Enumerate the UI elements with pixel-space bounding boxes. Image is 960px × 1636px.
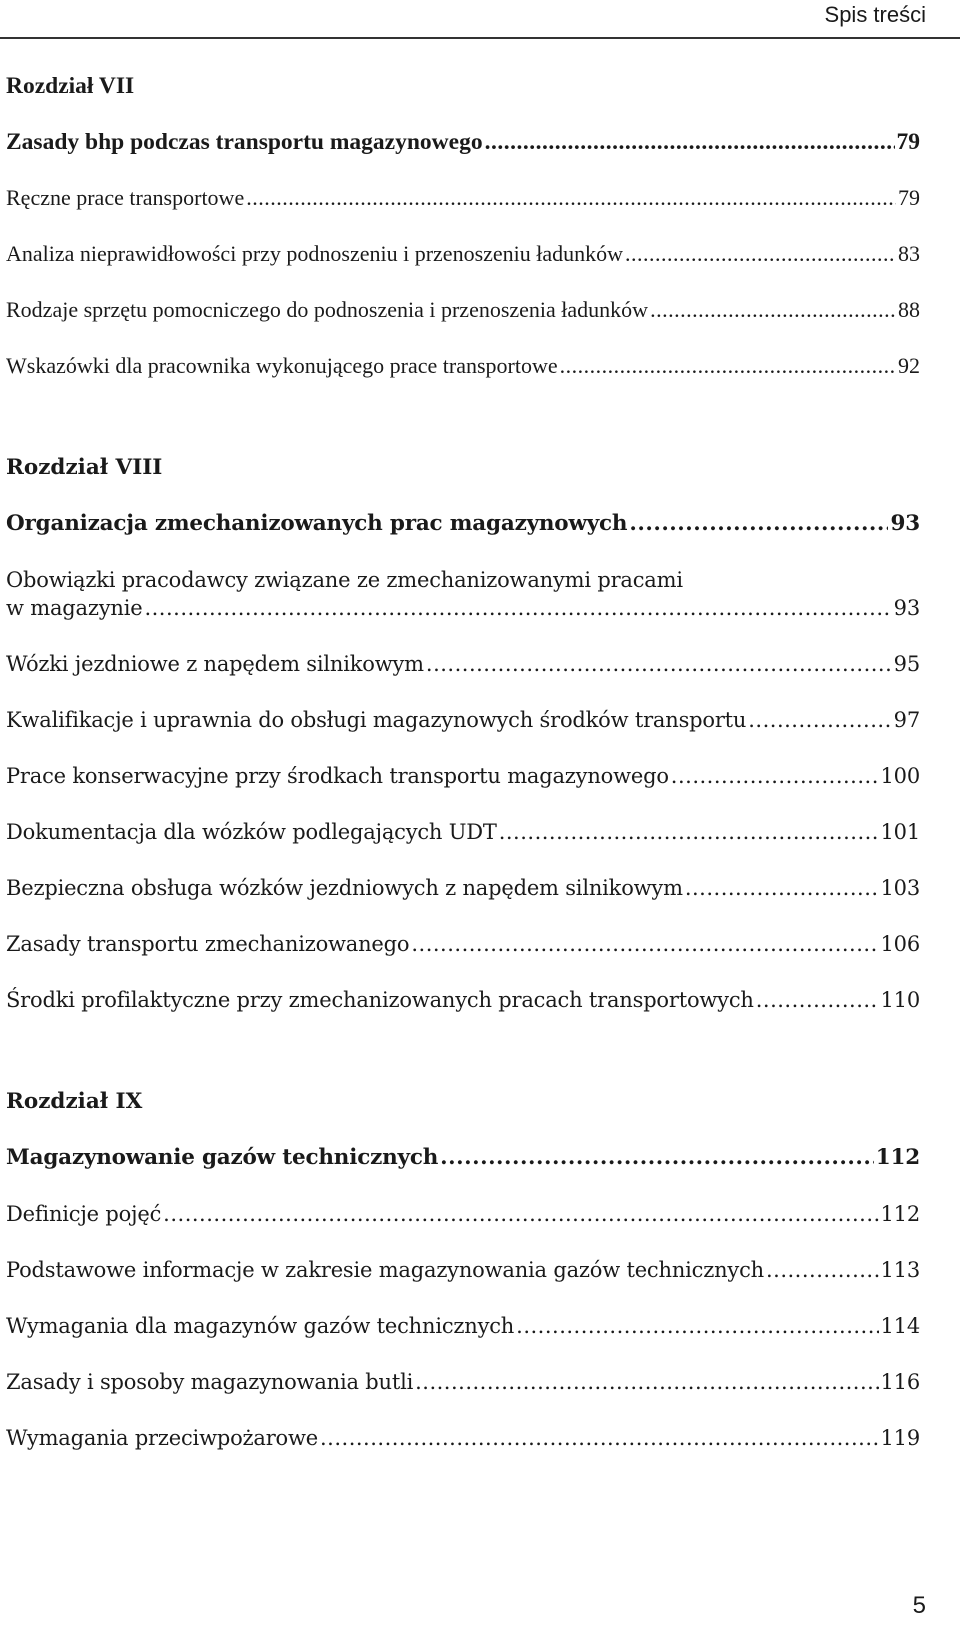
leader-dots (756, 986, 879, 1014)
leader-dots (748, 706, 891, 734)
entry-page: 88 (898, 297, 920, 322)
leader-dots (320, 1424, 879, 1452)
entry-page: 116 (880, 1370, 920, 1394)
entry-page: 93 (890, 511, 920, 536)
leader-dots (246, 184, 896, 212)
entry-text: Ręczne prace transportowe (6, 185, 245, 210)
entry-text: Definicje pojęć (6, 1202, 162, 1226)
toc-entry[interactable] (6, 986, 920, 1014)
toc-entry[interactable] (6, 874, 920, 902)
entry-text: Analiza nieprawidłowości przy podnoszeniu i przenoszeniu ładunków (6, 241, 624, 266)
leader-dots (560, 352, 896, 380)
header-rule (0, 37, 960, 39)
entry-page: 106 (880, 932, 920, 956)
leader-dots (685, 874, 879, 902)
chapter-label: Rozdział VII (6, 73, 135, 99)
entry-page: 93 (893, 596, 920, 620)
entry-page: 119 (880, 1426, 920, 1450)
toc-entry[interactable] (6, 762, 920, 790)
leader-dots (650, 296, 896, 324)
entry-text: Rodzaje sprzętu pomocniczego do podnoszenia i przenoszenia ładunków (6, 297, 649, 322)
toc-entry[interactable] (6, 566, 920, 622)
toc-entry[interactable] (6, 1424, 920, 1452)
entry-page: 113 (880, 1258, 920, 1282)
chapter-title-entry[interactable] (6, 128, 920, 156)
entry-page: 114 (880, 1314, 920, 1338)
entry-page: 83 (898, 241, 920, 266)
page-header (0, 0, 960, 40)
toc-entry[interactable] (6, 1256, 920, 1284)
toc-entry[interactable] (6, 296, 920, 324)
entry-text: Wózki jezdniowe z napędem silnikowym (6, 652, 424, 676)
entry-text: Kwalifikacje i uprawnia do obsługi magazynowych środków transportu (6, 708, 747, 732)
leader-dots (485, 128, 895, 156)
chapter-title-entry[interactable] (6, 510, 920, 538)
entry-line-2 (6, 594, 920, 622)
entry-text-continued: w magazynie (6, 596, 143, 620)
entry-page: 97 (893, 708, 920, 732)
chapter-7 (6, 40, 920, 380)
entry-text: Zasady i sposoby magazynowania butli (6, 1370, 414, 1394)
leader-dots (671, 762, 879, 790)
toc-entry[interactable] (6, 352, 920, 380)
toc-entry[interactable] (6, 240, 920, 268)
chapter-9 (6, 1056, 920, 1452)
entry-text: Wymagania przeciwpożarowe (6, 1426, 318, 1450)
header-title: Spis treści (824, 2, 926, 27)
leader-dots (440, 1144, 874, 1172)
chapter-title-entry[interactable] (6, 1144, 920, 1172)
entry-text: Dokumentacja dla wózków podlegających UDT (6, 820, 497, 844)
toc-entry[interactable] (6, 184, 920, 212)
toc-entry[interactable] (6, 650, 920, 678)
entry-text: Wymagania dla magazynów gazów technicznych (6, 1314, 515, 1338)
entry-text: Wskazówki dla pracownika wykonującego prace transportowe (6, 353, 558, 378)
toc-entry[interactable] (6, 1368, 920, 1396)
leader-dots (426, 650, 892, 678)
page-number: 5 (912, 1592, 926, 1619)
entry-text: Bezpieczna obsługa wózków jezdniowych z napędem silnikowym (6, 876, 683, 900)
toc-entry[interactable] (6, 930, 920, 958)
chapter-label: Rozdział VIII (6, 455, 163, 480)
entry-page: 112 (880, 1202, 920, 1226)
toc-entry[interactable] (6, 706, 920, 734)
entry-text: Obowiązki pracodawcy związane ze zmechanizowanymi pracami (6, 568, 683, 592)
entry-text: Prace konserwacyjne przy środkach transportu magazynowego (6, 764, 669, 788)
leader-dots (766, 1256, 879, 1284)
chapter-label: Rozdział IX (6, 1089, 143, 1114)
entry-page: 79 (896, 129, 920, 155)
entry-text: Magazynowanie gazów technicznych (6, 1145, 439, 1170)
leader-dots (411, 930, 878, 958)
toc-entry[interactable] (6, 1312, 920, 1340)
leader-dots (499, 818, 879, 846)
toc-entry[interactable] (6, 1200, 920, 1228)
entry-page: 92 (898, 353, 920, 378)
entry-page: 95 (893, 652, 920, 676)
entry-text: Zasady bhp podczas transportu magazynowego (6, 129, 483, 155)
leader-dots (415, 1368, 878, 1396)
entry-text: Środki profilaktyczne przy zmechanizowanych pracach transportowych (6, 988, 754, 1012)
table-of-contents (6, 40, 920, 1452)
entry-page: 103 (880, 876, 920, 900)
leader-dots (144, 594, 891, 622)
leader-dots (516, 1312, 878, 1340)
entry-text: Zasady transportu zmechanizowanego (6, 932, 410, 956)
toc-entry[interactable] (6, 818, 920, 846)
leader-dots (163, 1200, 878, 1228)
entry-page: 112 (875, 1145, 920, 1170)
leader-dots (629, 510, 888, 538)
entry-page: 79 (898, 185, 920, 210)
entry-page: 101 (880, 820, 920, 844)
entry-text: Podstawowe informacje w zakresie magazynowania gazów technicznych (6, 1258, 764, 1282)
entry-page: 110 (880, 988, 920, 1012)
chapter-8 (6, 422, 920, 1014)
leader-dots (625, 240, 896, 268)
entry-page: 100 (880, 764, 920, 788)
entry-text: Organizacja zmechanizowanych prac magazynowych (6, 511, 628, 536)
